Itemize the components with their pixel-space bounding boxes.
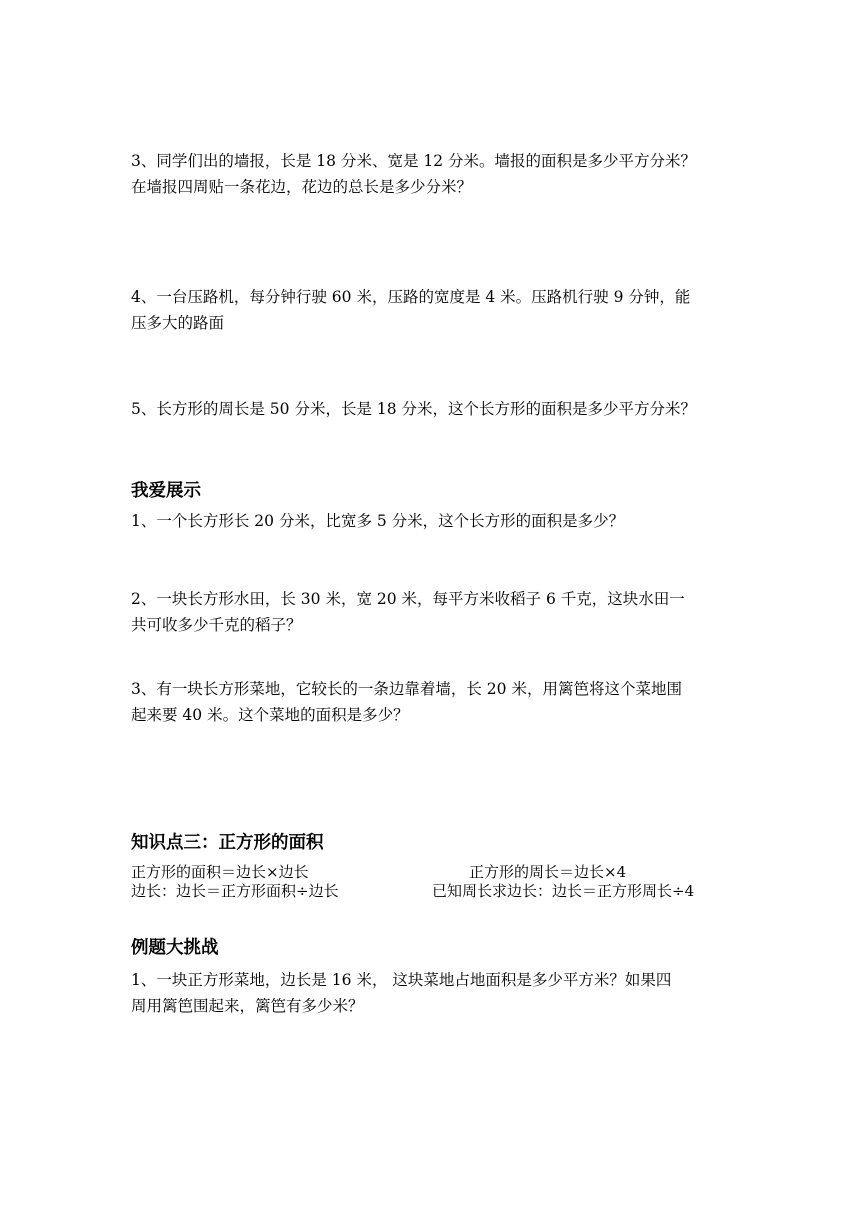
problem-3-line-2: 在墙报四周贴一条花边，花边的总长是多少分米？ [131,178,473,196]
section-title-knowledge: 知识点三：正方形的面积 [131,833,324,853]
show-problem-2-line-1: 2、一块长方形水田，长 30 米，宽 20 米，每平方米收稻子 6 千克，这块水田一 [131,590,685,608]
show-problem-3-line-2: 起来要 40 米。这个菜地的面积是多少？ [131,706,409,724]
section-title-examples: 例题大挑战 [131,938,219,958]
problem-3-line-1: 3、同学们出的墙报，长是 18 分米、宽是 12 分米。墙报的面积是多少平方分米？ [131,152,697,170]
show-problem-1 [131,508,731,534]
section-title-show: 我爱展示 [131,481,201,501]
show-problem-2 [131,586,731,638]
formula-side-from-perimeter: 已知周长求边长：边长＝正方形周长÷4 [432,882,695,900]
example-problem-1-line-2: 周用篱笆围起来，篱笆有多少米？ [131,997,364,1015]
problem-5-line-1: 5、长方形的周长是 50 分米，长是 18 分米，这个长方形的面积是多少平方分米？ [131,400,697,418]
formula-square-area: 正方形的面积＝边长×边长 [131,863,309,881]
formula-square-perimeter: 正方形的周长＝边长×4 [469,863,627,881]
problem-4-line-1: 4、一台压路机，每分钟行驶 60 米，压路的宽度是 4 米。压路机行驶 9 分钟，能 [131,288,691,306]
problem-5 [131,396,731,422]
show-problem-2-line-2: 共可收多少千克的稻子？ [131,616,302,634]
problem-4-line-2: 压多大的路面 [131,314,225,332]
example-problem-1-line-1: 1、一块正方形菜地，边长是 16 米， 这块菜地占地面积是多少平方米？如果四 [131,971,672,989]
formula-side-from-area: 边长：边长＝正方形面积÷边长 [131,882,339,900]
example-problem-1 [131,967,731,1019]
show-problem-3-line-1: 3、有一块长方形菜地，它较长的一条边靠着墙，长 20 米，用篱笆将这个菜地围 [131,680,682,698]
show-problem-1-line-1: 1、一个长方形长 20 分米，比宽多 5 分米，这个长方形的面积是多少？ [131,512,625,530]
problem-3 [131,148,731,200]
show-problem-3 [131,676,731,728]
problem-4 [131,284,731,336]
